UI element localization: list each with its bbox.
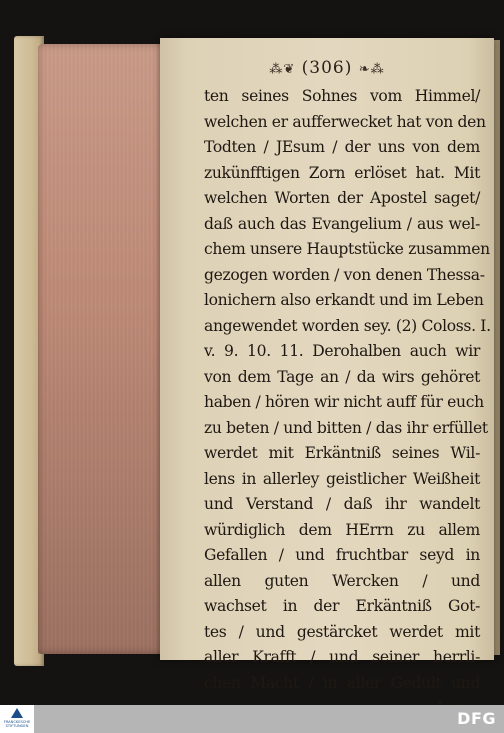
text-line: gezogen worden / von denen Thessa- — [204, 265, 485, 284]
text-line: aller Krafft / und seiner herrli- — [204, 648, 480, 666]
dfg-logo[interactable]: DFG — [457, 709, 496, 728]
text-line: haben / hören wir nicht auff für euch — [204, 393, 484, 411]
book-page — [160, 38, 494, 692]
viewer-footer-bar — [0, 705, 504, 733]
page-number: (306) — [301, 58, 353, 78]
text-line: lonichern also erkandt und im Leben — [204, 291, 484, 309]
text-line: ten seines Sohnes vom Himmel/ — [204, 87, 480, 105]
text-line: von dem Tage an / da wirs gehöret — [204, 367, 480, 386]
page-edges — [38, 44, 168, 654]
library-logo[interactable] — [0, 705, 34, 733]
text-line: und Verstand / daß ihr wandelt — [204, 495, 480, 513]
library-logo-icon — [11, 708, 23, 718]
text-line: welchen Worten der Apostel saget/ — [204, 189, 480, 207]
text-line: welchen er aufferwecket hat von den — [204, 112, 486, 131]
ornament-right-icon: ❧⁂ — [358, 62, 385, 77]
text-line: zu beten / und bitten / das ihr erfüllet — [204, 418, 488, 437]
text-line: tes / und gestärcket werdet mit — [204, 622, 480, 641]
text-line: allen guten Wercken / und — [204, 571, 480, 590]
library-logo-text: FRANCKESCHE STIFTUNGEN — [3, 720, 31, 728]
page-header — [160, 58, 494, 78]
text-line: Todten / JEsum / der uns von dem — [204, 138, 480, 156]
text-line: chen Macht / in aller Gedult und — [204, 673, 480, 692]
text-line: Gefallen / und fruchtbar seyd in — [204, 546, 480, 564]
ornament-left-icon: ⁂❦ — [269, 62, 296, 77]
text-line: lens in allerley geistlicher Weißheit — [204, 469, 480, 488]
text-line: angewendet worden sey. (2) Coloss. I. — [204, 316, 491, 335]
text-line: werdet mit Erkäntniß seines Wil- — [204, 444, 480, 462]
text-line: zukünfftigen Zorn erlöset hat. Mit — [204, 163, 480, 182]
text-line: chem unsere Hauptstücke zusammen — [204, 240, 490, 258]
text-line: würdiglich dem HErrn zu allem — [204, 520, 480, 539]
text-line: daß auch das Evangelium / aus wel- — [204, 214, 480, 233]
text-line: wachset in der Erkäntniß Got- — [204, 597, 480, 615]
text-line: v. 9. 10. 11. Derohalben auch wir — [204, 342, 480, 360]
